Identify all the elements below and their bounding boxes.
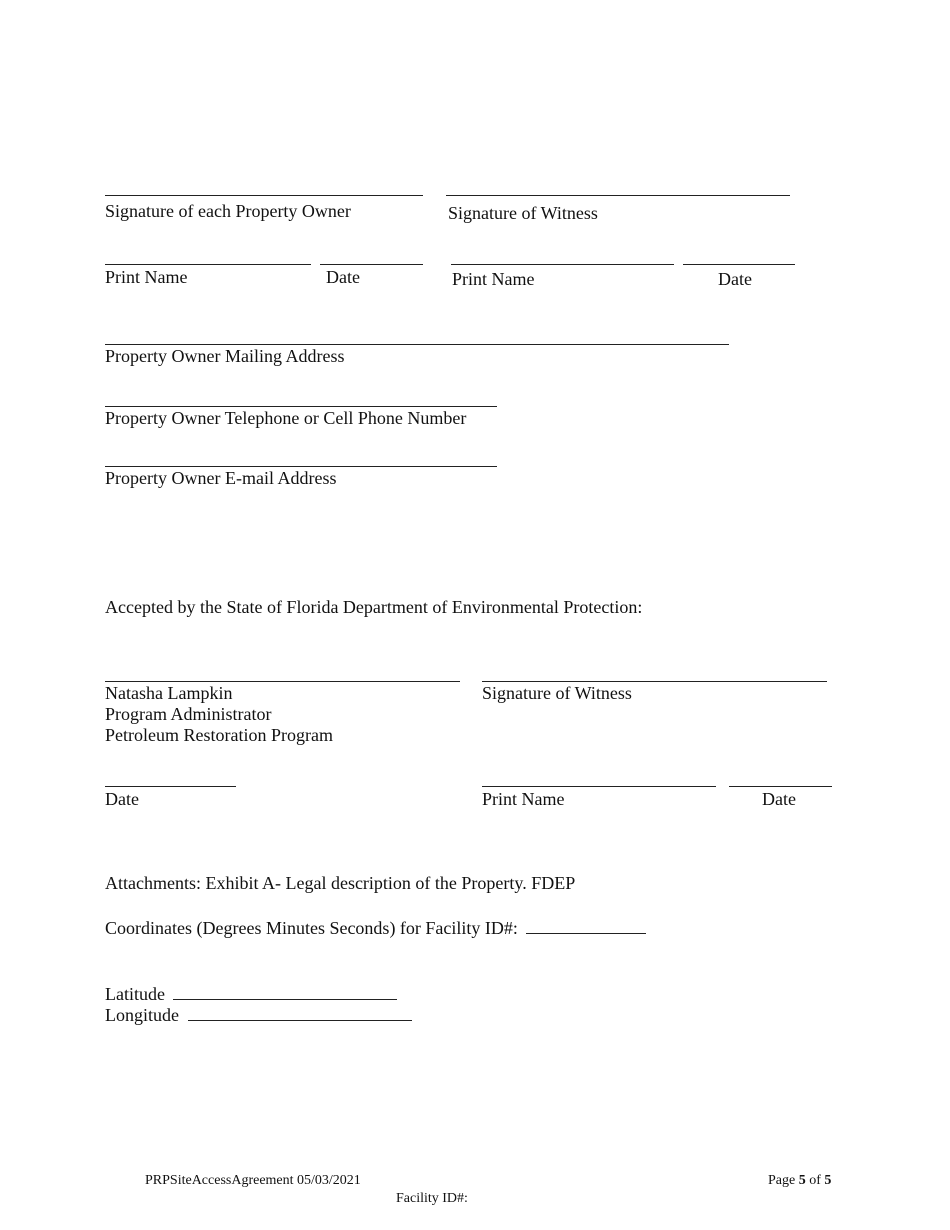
- dep-witness-print-name-line[interactable]: [482, 786, 716, 787]
- owner-witness-print-name-label: Print Name: [452, 269, 535, 289]
- page-current: 5: [798, 1173, 806, 1188]
- latitude-row: [105, 983, 397, 1005]
- coordinates-label: Coordinates (Degrees Minutes Seconds) for Facility ID#:: [105, 918, 518, 938]
- telephone-line[interactable]: [105, 406, 497, 407]
- dep-signer-title: Program Administrator: [105, 704, 272, 724]
- attachments-text: Attachments: Exhibit A- Legal description of the Property. FDEP: [105, 873, 576, 893]
- dep-signature-line[interactable]: [105, 681, 460, 682]
- coordinates-row: [105, 917, 646, 939]
- dep-witness-date-label: Date: [762, 789, 796, 809]
- acceptance-statement: Accepted by the State of Florida Department of Environmental Protection:: [105, 597, 643, 617]
- longitude-field[interactable]: [188, 1004, 412, 1021]
- latitude-label: Latitude: [105, 984, 165, 1004]
- facility-id-field[interactable]: [526, 917, 646, 934]
- owner-signature-label: Signature of each Property Owner: [105, 201, 351, 221]
- footer-doc-id: PRPSiteAccessAgreement 05/03/2021: [145, 1173, 361, 1188]
- owner-witness-signature-label: Signature of Witness: [448, 203, 598, 223]
- dep-witness-date-line[interactable]: [729, 786, 832, 787]
- owner-date-label: Date: [326, 267, 360, 287]
- owner-witness-date-line[interactable]: [683, 264, 795, 265]
- mailing-address-line[interactable]: [105, 344, 729, 345]
- footer-page-number: [768, 1173, 831, 1189]
- owner-witness-print-name-line[interactable]: [451, 264, 674, 265]
- owner-witness-date-label: Date: [718, 269, 752, 289]
- page-of: of: [809, 1173, 821, 1188]
- page-prefix: Page: [768, 1173, 796, 1188]
- dep-witness-print-name-label: Print Name: [482, 789, 565, 809]
- mailing-address-label: Property Owner Mailing Address: [105, 346, 345, 366]
- owner-print-name-line[interactable]: [105, 264, 311, 265]
- owner-signature-line[interactable]: [105, 195, 423, 196]
- dep-date-label: Date: [105, 789, 139, 809]
- page-total: 5: [824, 1173, 832, 1188]
- longitude-row: [105, 1004, 412, 1026]
- dep-date-line[interactable]: [105, 786, 236, 787]
- owner-date-line[interactable]: [320, 264, 423, 265]
- owner-witness-signature-line[interactable]: [446, 195, 790, 196]
- latitude-field[interactable]: [173, 983, 397, 1000]
- dep-signer-program: Petroleum Restoration Program: [105, 725, 333, 745]
- email-label: Property Owner E-mail Address: [105, 468, 337, 488]
- dep-signer-name: Natasha Lampkin: [105, 683, 233, 703]
- dep-witness-signature-line[interactable]: [482, 681, 827, 682]
- dep-witness-signature-label: Signature of Witness: [482, 683, 632, 703]
- telephone-label: Property Owner Telephone or Cell Phone Number: [105, 408, 467, 428]
- footer-facility-id: Facility ID#:: [396, 1191, 468, 1206]
- longitude-label: Longitude: [105, 1005, 179, 1025]
- email-line[interactable]: [105, 466, 497, 467]
- owner-print-name-label: Print Name: [105, 267, 188, 287]
